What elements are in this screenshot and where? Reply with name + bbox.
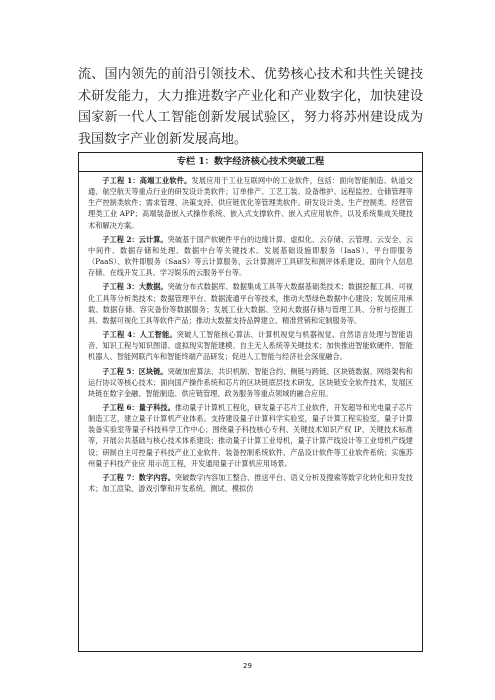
- sub-project-3: [88, 281, 413, 326]
- sub-project-2: [88, 234, 413, 279]
- sub-project-text: 突破分布式数据库、数据集成工具等大数据基础类技术；数据挖掘工具、可视化工具等分析类技术；数据管理平台、数据流通平台等技术，推动大型绿色数据中心建设；发展应用承载、数据存储、容灾备份等数据服务；发展工业大数据、空间大数据存储与管理工具、分析与挖掘工具、数据可视化工具等软件产品；推动大数据支持品牌建立、精准营销和定制服务等。: [88, 282, 413, 325]
- sub-project-heading: 子工程 1：高端工业软件。: [102, 176, 192, 185]
- sub-project-heading: 子工程 5：区块链。: [102, 366, 168, 376]
- intro-text: 流、国内领先的前沿引领技术、优势核心技术和共性关键技术研发能力，大力推进数字产业化和产业数字化，加快建设国家新一代人工智能创新发展试验区，努力将苏州建设成为我国数字产业创新发展高地。: [78, 67, 423, 147]
- sub-project-text: 发展应用于工业互联网中的工业软件，包括：面向智能制造、轨道交通、航空航天等重点行业的研发设计类软件；订单排产、工艺工装、设备维护、远程监控、仓储管理等生产控制类软件；需求管理、决策支持、供应链优化等管理类软件。研发设计类、生产控制类、经营管理类工业 APP；高端装备嵌入式操作系统、嵌入式支撑软件、嵌入式应用软件，以及系统集成关键技术和解决方案。: [88, 176, 413, 230]
- sub-project-heading: 子工程 6：量子科技。: [102, 402, 175, 412]
- sub-project-heading: 子工程 2：云计算。: [102, 234, 168, 244]
- sub-project-4: [88, 329, 413, 362]
- page-number: 29: [243, 662, 252, 670]
- sub-project-text: 突破基于国产软硬件平台的边缘计算、虚拟化、云存储、云管理、云安全、云中间件、数据存储和处理、数据中台等关键技术。发展基础设施即服务（IaaS）、平台即服务（PaaS）、软件即服务（SaaS）等云计算服务，云计算测评工具研发和测评体系建设，面向个人信息存储、在线开发工具、学习娱乐的云服务平台等。: [88, 234, 413, 278]
- sub-project-5: [88, 366, 413, 399]
- sub-project-heading: 子工程 3：大数据。: [102, 282, 168, 292]
- project-box: [78, 152, 423, 652]
- sub-project-text: 突破数字内容加工整合、推送平台、语义分析及搜索等数字化转化和开发技术；加工渲染、游戏引擎和开发系统、测试、模拟仿: [88, 472, 413, 494]
- intro-paragraph: [78, 64, 423, 150]
- sub-project-text: 突破人工智能核心算法、计算机视觉与机器视觉、自然语言处理与智能语音、知识工程与知识图谱、虚拟现实智能建模、自主无人系统等关键技术；加快推进智能软硬件、智能机器人、智能网联汽车和智能终端产品研发；促进人工智能与经济社会深度融合。: [88, 330, 413, 362]
- sub-project-text: 突破加密算法、共识机制、智能合约、侧链与跨链、区块链数据、网络架构和运行协议等核心技术；面向国产操作系统和芯片的区块链底层技术研发，区块链安全软件技术，发展区块链在数字金融、智能制造、供应链管理、政务服务等重点领域的融合应用。: [88, 366, 413, 398]
- sub-project-heading: 子工程 4：人工智能。: [102, 330, 177, 340]
- sub-project-1: [88, 175, 413, 231]
- sub-project-7: [88, 472, 413, 494]
- sub-project-6: [88, 402, 413, 469]
- sub-project-heading: 子工程 7：数字内容。: [102, 472, 175, 482]
- project-box-body: [79, 172, 422, 494]
- sub-project-text: 推动量子计算机工程化，研发量子芯片工业软件，开发超导和光电量子芯片制造工艺，建立量子计算机产业体系。支持建设量子计算科学实验室，量子计算工程实验室，量子计算装备实验室等量子科技科学工作中心；围绕量子科技核心专利、关键技术知识产权 IP、关键技术标准等，开展公共基础与核心技术体系建设；推动量子计算工业母机，量子计算产线设计等工业母机产线建设；研制自主可控量子科技产业工业软件、装备控制系统软件、产品设计软件等工业软件系统；实施苏州量子科技产业应 用示范工程，开发通用量子计算机应用场景。: [88, 402, 413, 468]
- project-box-title: 专栏 1：数字经济核心技术突破工程: [79, 153, 422, 172]
